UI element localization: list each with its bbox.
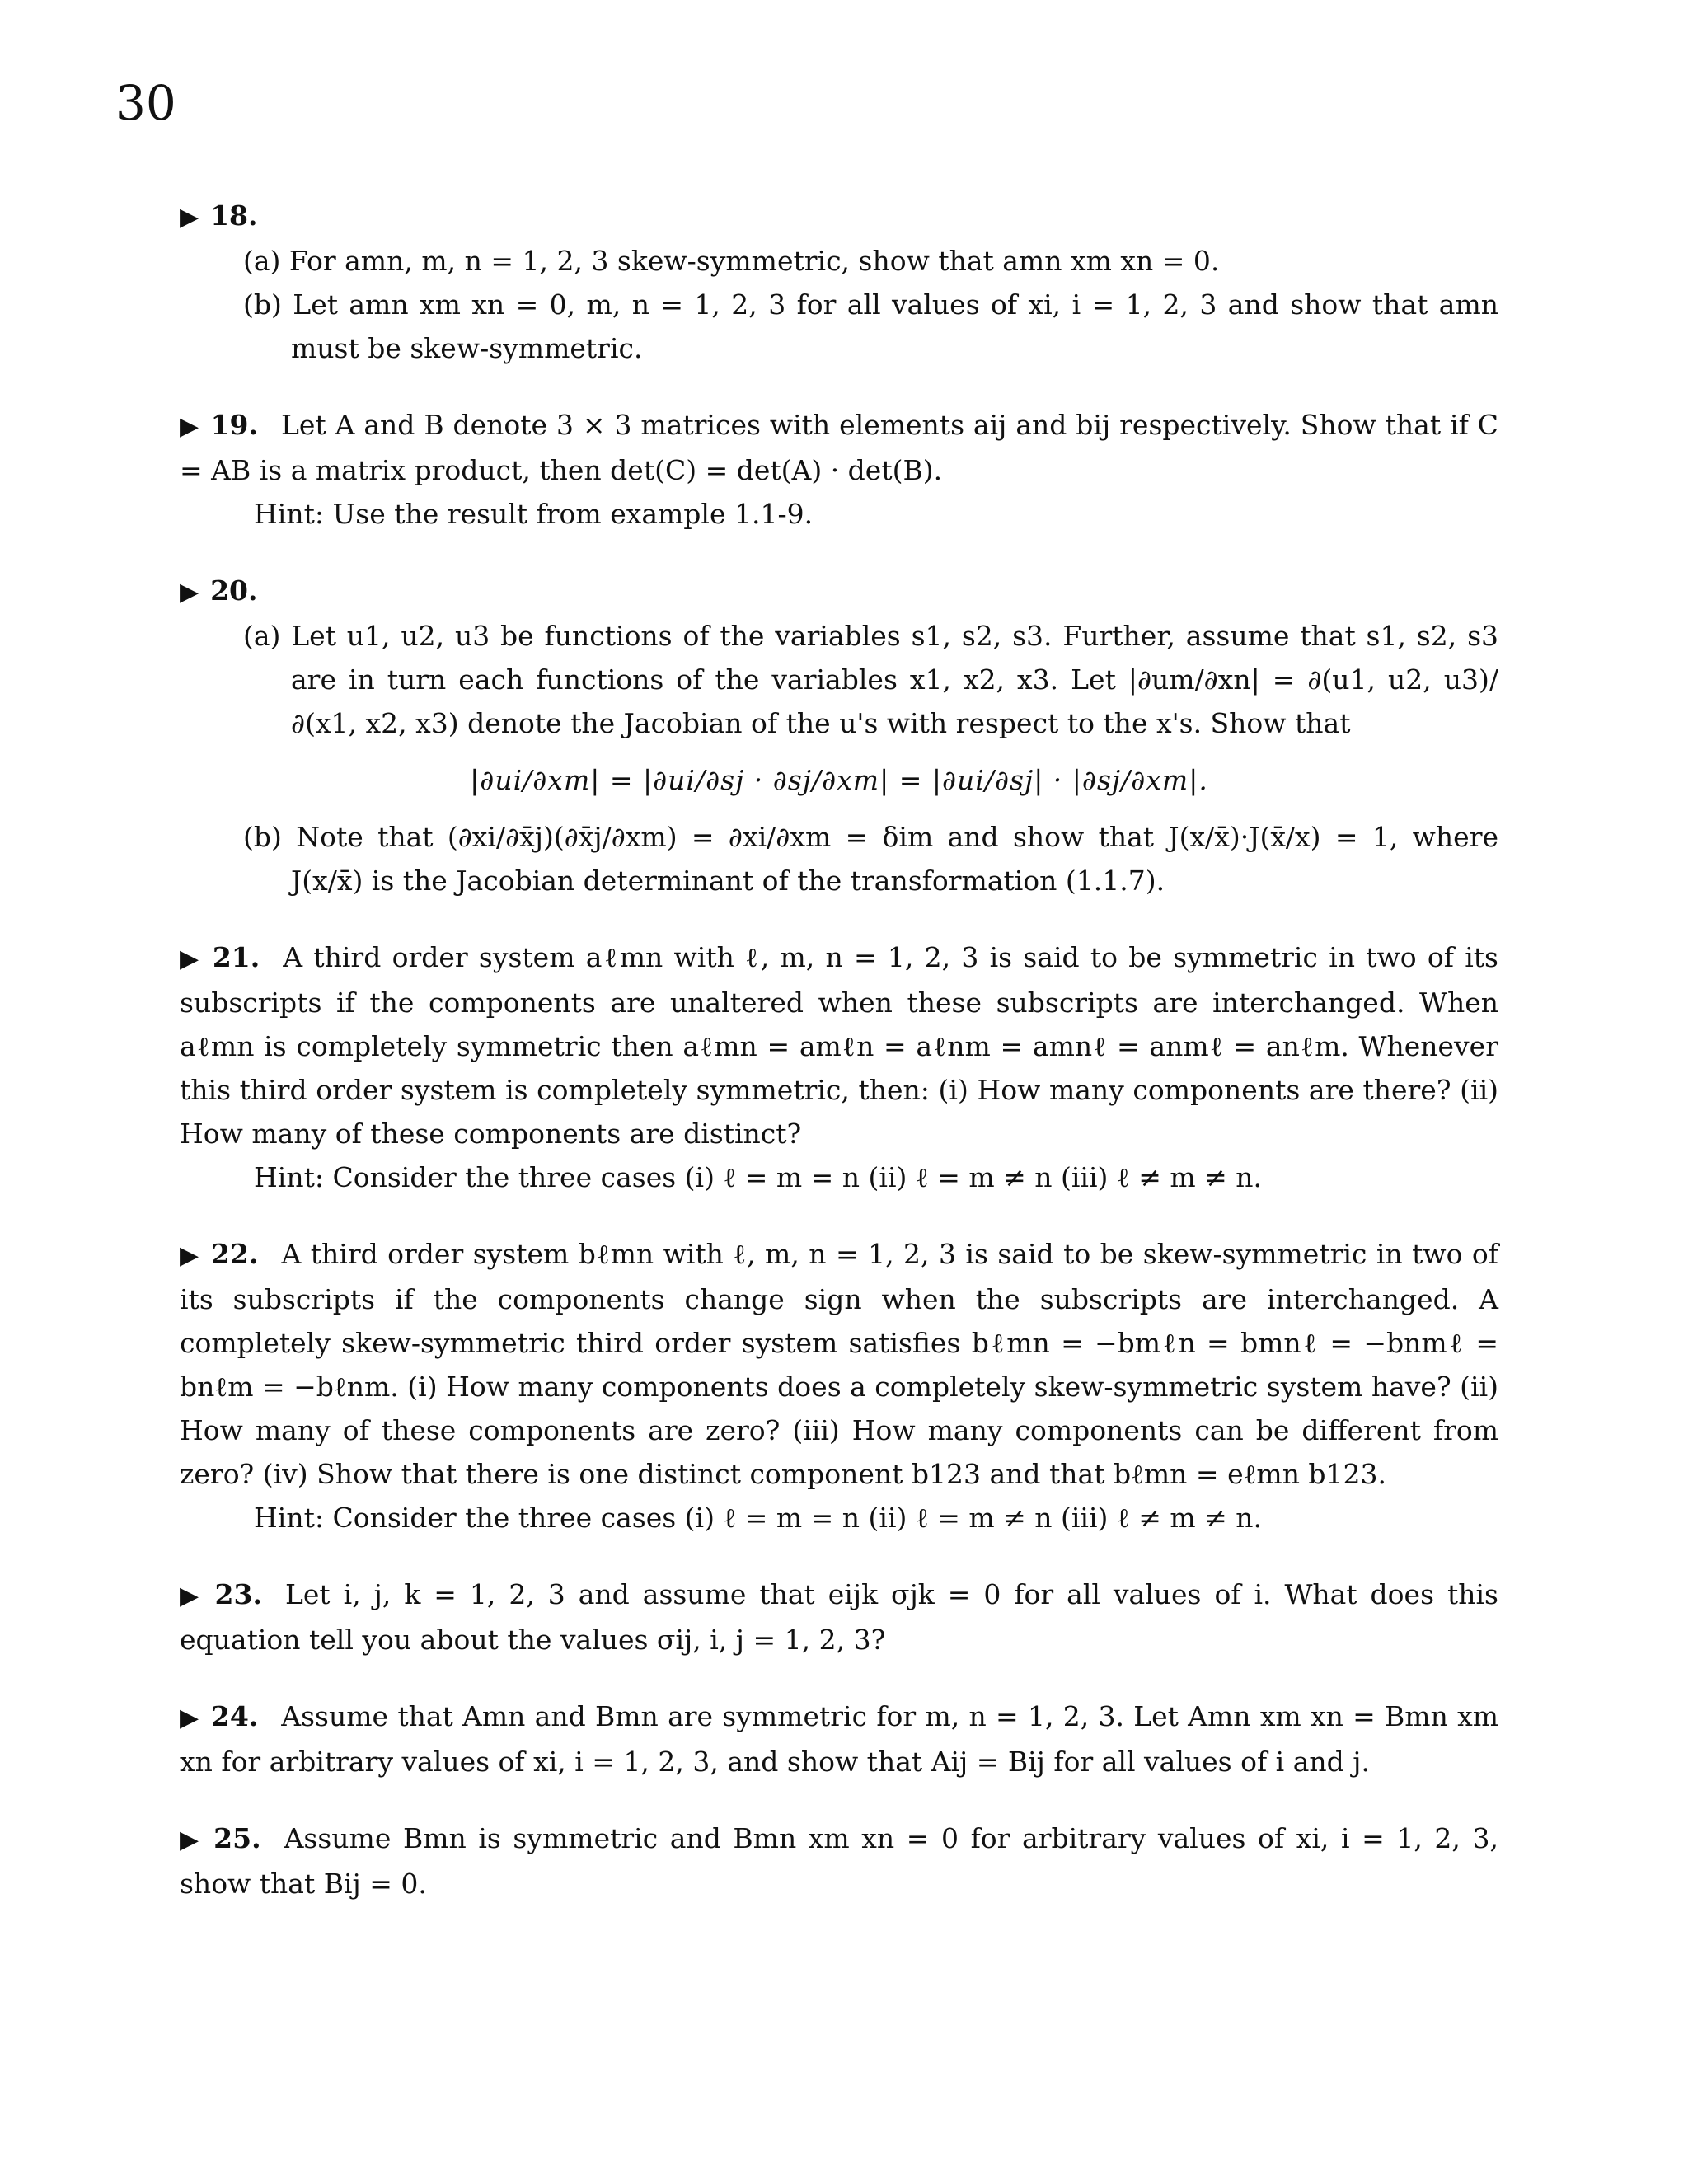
exercise-text: A third order system aℓmn with ℓ, m, n = 1, 2, 3 is said to be symmetric in two of its subscripts if the components are unaltered when these subscripts are interchanged. When aℓmn is completely symmetric then aℓmn = amℓn = aℓnm = amnℓ = anmℓ = anℓm. Whenever this third order system is completely symmetric, then: (i) How many components are there? (ii) How many of these components are distinct? [180, 941, 1498, 1150]
exercise-25 [180, 1816, 1498, 1905]
exercise-number: 22. [211, 1238, 259, 1270]
triangle-bullet-icon: ▶ [180, 578, 199, 607]
exercise-number: 20. [210, 574, 258, 607]
page-number: 30 [115, 75, 176, 131]
exercise-hint: Hint: Consider the three cases (i) ℓ = m = n (ii) ℓ = m ≠ n (iii) ℓ ≠ m ≠ n. [254, 1502, 1262, 1534]
triangle-bullet-icon: ▶ [180, 1241, 200, 1270]
exercise-number: 19. [210, 409, 258, 441]
triangle-bullet-icon: ▶ [180, 1704, 199, 1732]
exercise-text: Let i, j, k = 1, 2, 3 and assume that eijk σjk = 0 for all values of i. What does this equation tell you about the values σij, i, j = 1, 2, 3? [180, 1578, 1498, 1656]
display-equation: |∂ui/∂xm| = |∂ui/∂sj · ∂sj/∂xm| = |∂ui/∂sj| · |∂sj/∂xm|. [470, 764, 1208, 796]
triangle-bullet-icon: ▶ [180, 1582, 204, 1610]
exercise-text: A third order system bℓmn with ℓ, m, n = 1, 2, 3 is said to be skew-symmetric in two of its subscripts if the components change sign when the subscripts are interchanged. A completely skew-symmetric third order system satisfies bℓmn = −bmℓn = bmnℓ = −bnmℓ = bnℓm = −bℓnm. (i) How many components does a completely skew-symmetric system have? (ii) How many of these components are zero? (iii) How many components can be different from zero? (iv) Show that there is one distinct component b123 and that bℓmn = eℓmn b123. [180, 1238, 1499, 1490]
exercise-number: 25. [213, 1822, 261, 1854]
exercise-18 [180, 194, 1498, 370]
exercise-part-b: (b) Note that (∂xi/∂x̄j)(∂x̄j/∂xm) = ∂xi/∂xm = δim and show that J(x/x̄)·J(x̄/x) = 1, where J(x/x̄) is the Jacobian determinant of the transformation (1.1.7). [243, 821, 1498, 897]
exercise-number: 24. [210, 1700, 259, 1732]
exercise-hint: Hint: Consider the three cases (i) ℓ = m = n (ii) ℓ = m ≠ n (iii) ℓ ≠ m ≠ n. [254, 1161, 1262, 1193]
exercise-23 [180, 1572, 1498, 1661]
exercise-part-a: (a) For amn, m, n = 1, 2, 3 skew-symmetric, show that amn xm xn = 0. [243, 245, 1220, 277]
exercise-part-a: (a) Let u1, u2, u3 be functions of the variables s1, s2, s3. Further, assume that s1, s2, s3 are in turn each functions of the variables x1, x2, x3. Let |∂um/∂xn| = ∂(u1, u2, u3)/∂(x1, x2, x3) denote the Jacobian of the u's with respect to the x's. Show that [243, 620, 1498, 739]
triangle-bullet-icon: ▶ [180, 1825, 203, 1854]
exercise-hint: Hint: Use the result from example 1.1-9. [254, 498, 814, 530]
exercise-number: 23. [214, 1578, 262, 1610]
exercise-text: Assume Bmn is symmetric and Bmn xm xn = 0 for arbitrary values of xi, i = 1, 2, 3, show that Bij = 0. [180, 1822, 1498, 1900]
exercise-part-b: (b) Let amn xm xn = 0, m, n = 1, 2, 3 for all values of xi, i = 1, 2, 3 and show that amn must be skew-symmetric. [243, 288, 1498, 364]
exercise-list [180, 194, 1498, 1938]
exercise-number: 21. [212, 941, 260, 973]
exercise-22 [180, 1232, 1498, 1540]
triangle-bullet-icon: ▶ [180, 203, 199, 232]
exercise-text: Assume that Amn and Bmn are symmetric for m, n = 1, 2, 3. Let Amn xm xn = Bmn xm xn for arbitrary values of xi, i = 1, 2, 3, and show that Aij = Bij for all values of i and j. [180, 1700, 1499, 1778]
exercise-21 [180, 935, 1498, 1199]
exercise-number: 18. [210, 199, 258, 232]
exercise-20 [180, 569, 1498, 902]
triangle-bullet-icon: ▶ [180, 412, 199, 441]
exercise-19 [180, 403, 1498, 536]
exercise-24 [180, 1694, 1498, 1783]
exercise-text: Let A and B denote 3 × 3 matrices with elements aij and bij respectively. Show that if C = AB is a matrix product, then det(C) = det(A) · det(B). [180, 409, 1498, 486]
triangle-bullet-icon: ▶ [180, 944, 201, 973]
